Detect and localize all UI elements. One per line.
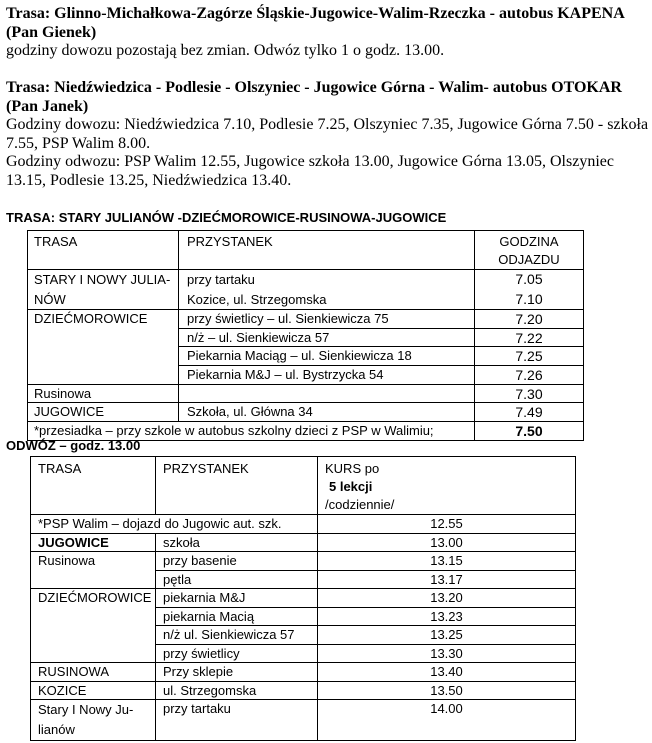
stop-cell-line: Kozice, ul. Strzegomska (187, 291, 327, 307)
table-row (31, 552, 576, 571)
header-course (318, 457, 576, 515)
table-row (28, 403, 584, 422)
route-otokar-driver: (Pan Janek) (6, 97, 89, 115)
header-stop: PRZYSTANEK (156, 457, 318, 515)
stop-cell: Przy sklepie (156, 663, 318, 682)
header-departure-time (475, 231, 584, 270)
morning-schedule-table (27, 230, 584, 441)
time-cell: 7.26 (475, 366, 584, 385)
route-cell: JUGOWICE (28, 403, 179, 422)
route-cell: RUSINOWA (31, 663, 156, 682)
time-cell: 13.40 (318, 663, 576, 682)
route-cell: Rusinowa (31, 552, 156, 589)
route-otokar-dropoff-line: Godziny odwozu: PSP Walim 12.55, Jugowice szkoła 13.00, Jugowice Górna 13.05, Olszyniec (6, 153, 614, 170)
table-row (31, 700, 576, 741)
time-cell: 13.17 (318, 570, 576, 589)
time-cell: 7.30 (475, 384, 584, 403)
time-cell: 14.00 (318, 700, 576, 741)
stop-cell: Piekarnia M&J – ul. Bystrzycka 54 (179, 366, 475, 385)
stop-cell: piekarnia Macią (156, 607, 318, 626)
note-cell: *przesiadka – przy szkole w autobus szkolny dzieci z PSP w Walimiu; (28, 422, 475, 441)
time-cell: 13.50 (318, 681, 576, 700)
stop-cell: szkoła (156, 533, 318, 552)
route-cell-line: STARY I NOWY JULIA- (34, 272, 171, 287)
intro-text (6, 5, 648, 190)
time-cell: 7.20 (475, 310, 584, 329)
time-cell: 12.55 (318, 515, 576, 534)
route-otokar-pickup-line: Godziny dowozu: Niedźwiedzica 7.10, Podlesie 7.25, Olszyniec 7.35, Jugowice Górna 7.50 - szkoła (6, 116, 649, 133)
return-heading: ODWÓZ – godz. 13.00 (6, 438, 141, 453)
time-cell: 7.49 (475, 403, 584, 422)
stop-cell: przy basenie (156, 552, 318, 571)
table-row (31, 533, 576, 552)
time-cell (475, 270, 584, 310)
header-course-line: KURS po (325, 461, 380, 476)
route-otokar-dropoff-line: 13.15, Podlesie 13.25, Niedźwiedzica 13.40. (6, 171, 292, 189)
time-cell: 13.23 (318, 607, 576, 626)
time-cell: 7.50 (475, 422, 584, 441)
route-cell-line: lianów (38, 722, 75, 737)
stop-cell: przy świetlicy (156, 644, 318, 663)
route-cell-line: Stary I Nowy Ju- (38, 702, 134, 717)
route-cell: DZIEĆMOROWICE (28, 310, 179, 385)
stop-cell: Piekarnia Maciąg – ul. Sienkiewicza 18 (179, 347, 475, 366)
table-row (31, 663, 576, 682)
time-cell: 13.20 (318, 589, 576, 608)
time-cell: 13.25 (318, 626, 576, 645)
stop-cell: n/ż – ul. Sienkiewicza 57 (179, 328, 475, 347)
header-course-line: /codziennie/ (325, 497, 395, 512)
route-cell: Rusinowa (28, 384, 179, 403)
return-schedule-table (30, 456, 576, 741)
table-row (31, 681, 576, 700)
stop-cell-line: przy tartaku (187, 272, 255, 287)
time-cell: 7.25 (475, 347, 584, 366)
table-row (31, 515, 576, 534)
route-cell: KOZICE (31, 681, 156, 700)
blank-line (6, 61, 648, 80)
table-header-row (28, 231, 584, 270)
header-departure-time-line: ODJAZDU (498, 252, 560, 267)
route-otokar-pickup-line: 7.55, PSP Walim 8.00. (6, 134, 151, 152)
table-row (28, 310, 584, 329)
time-cell: 7.22 (475, 328, 584, 347)
stop-cell (179, 270, 475, 310)
time-cell: 13.15 (318, 552, 576, 571)
route-kapena-driver: (Pan Gienek) (6, 23, 97, 41)
time-cell-line: 7.10 (515, 290, 543, 307)
table-row (28, 384, 584, 403)
header-stop: PRZYSTANEK (179, 231, 475, 270)
time-cell: 13.30 (318, 644, 576, 663)
route-cell: DZIEĆMOROWICE (31, 589, 156, 663)
stop-cell: przy świetlicy – ul. Sienkiewicza 75 (179, 310, 475, 329)
header-route: TRASA (28, 231, 179, 270)
route-cell: JUGOWICE (31, 533, 156, 552)
route-kapena-note: godziny dowozu pozostają bez zmian. Odwóz tylko 1 o godz. 13.00. (6, 42, 445, 59)
header-departure-time-line: GODZINA (499, 234, 559, 249)
route-cell (31, 700, 156, 741)
stop-cell (179, 384, 475, 403)
time-cell: 13.00 (318, 533, 576, 552)
route-otokar-title: Trasa: Niedźwiedzica - Podlesie - Olszyniec - Jugowice Górna - Walim- autobus OTOKAR (6, 79, 622, 96)
table-header-row (31, 457, 576, 515)
stop-cell: ul. Strzegomska (156, 681, 318, 700)
stop-cell: przy tartaku (156, 700, 318, 741)
note-cell: *PSP Walim – dojazd do Jugowic aut. szk. (31, 515, 318, 534)
stop-cell: pętla (156, 570, 318, 589)
stop-cell: piekarnia M&J (156, 589, 318, 608)
header-route: TRASA (31, 457, 156, 515)
stop-cell: Szkoła, ul. Główna 34 (179, 403, 475, 422)
time-cell-line: 7.05 (515, 271, 543, 287)
route-kapena-title: Trasa: Glinno-Michałkowa-Zagórze Śląskie-Jugowice-Walim-Rzeczka - autobus KAPENA (6, 5, 625, 22)
table-row (28, 270, 584, 310)
route-cell-line: NÓW (34, 291, 66, 307)
route-cell (28, 270, 179, 310)
table-row (31, 589, 576, 608)
morning-route-heading: TRASA: STARY JULIANÓW -DZIEĆMOROWICE-RUSINOWA-JUGOWICE (6, 210, 447, 225)
stop-cell: n/ż ul. Sienkiewicza 57 (156, 626, 318, 645)
header-course-line: 5 lekcji (329, 479, 373, 494)
